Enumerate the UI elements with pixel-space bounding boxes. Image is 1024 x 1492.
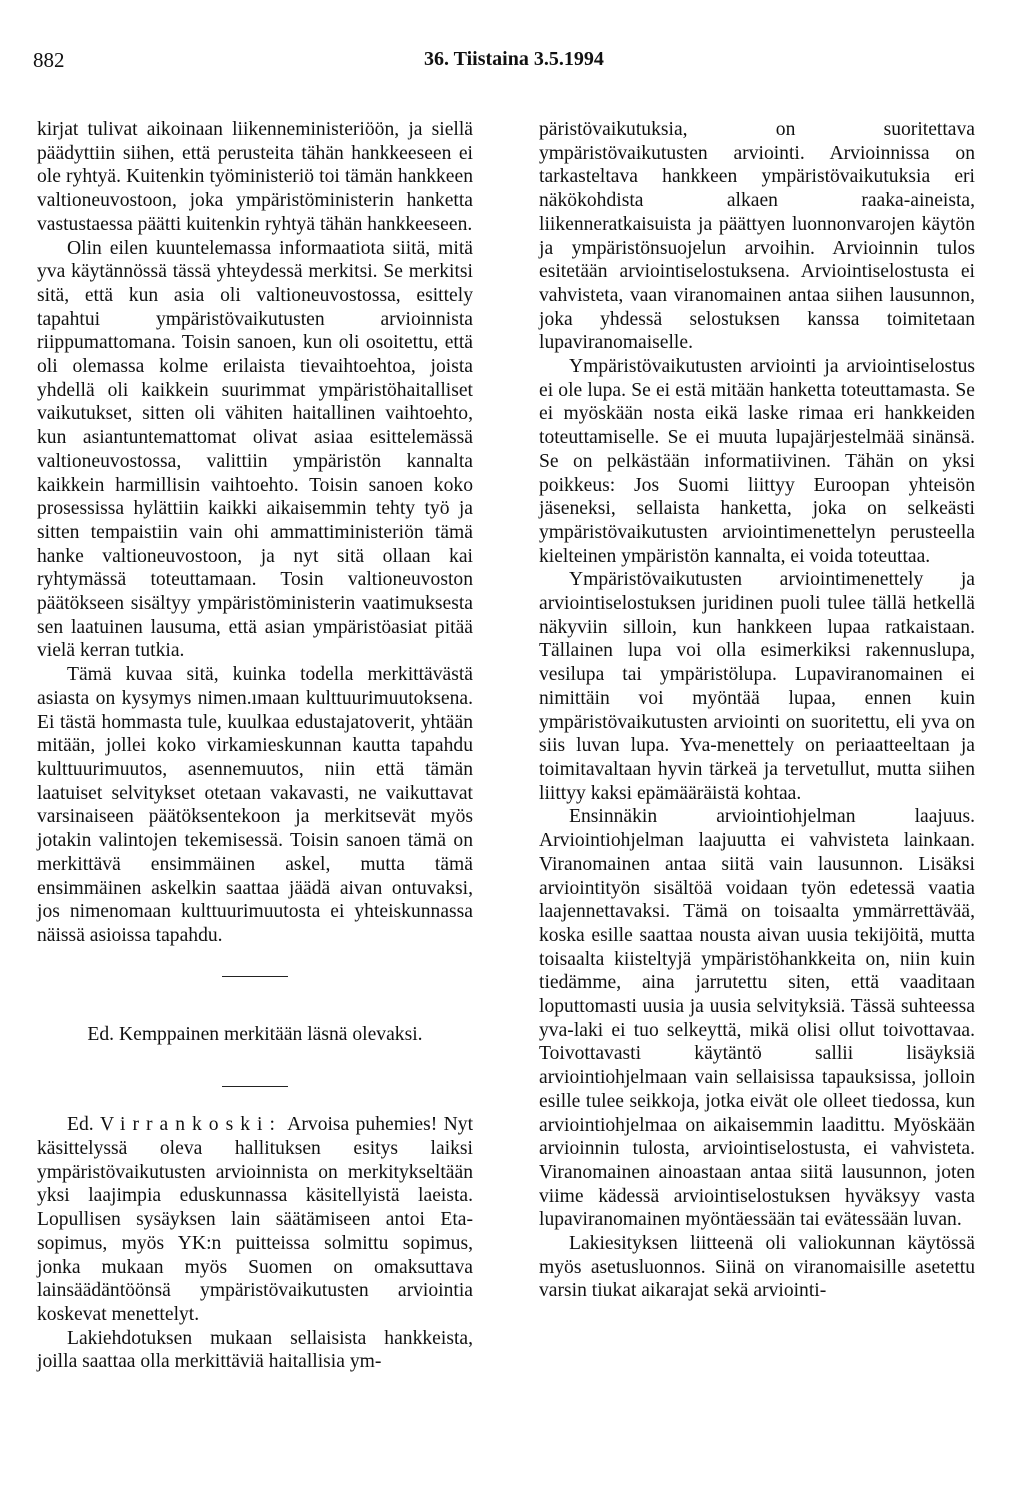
right-paragraph-1: päristövaikutuksia, on suoritettava ympäristövaikutusten arviointi. Arvioinnissa on tarkasteltava hankkeen ympäristövaikutuksia eri näkökohdista alkaen raaka-aineista, liikenneratkaisuista ja päättyen luonnonvarojen käytön ja ympäristönsuojelun arvoihin. Arvioinnin tulos esitetään arviointiselostuksena. Arviointiselostusta ei vahvisteta, vaan viranomainen antaa siihen lausunnon, joka yhdessä selostuksen kanssa toimitetaan lupaviranomaiselle. xyxy=(539,119,975,354)
page-number: 882 xyxy=(33,48,65,72)
right-column xyxy=(539,118,975,1303)
speech-opening-paragraph xyxy=(37,1113,473,1326)
right-paragraph-3: Ympäristövaikutusten arviointimenettely ja arviointiselostuksen juridinen puoli tulee tällä hetkellä näkyviin silloin, kun hankkeen lupaa ratkaistaan. Tällainen lupa voi olla esimerkiksi rakennuslupa, vesilupa tai ympäristölupa. Lupaviranomainen ei nimittäin voi myöntää lupaa, ennen kuin ympäristövaikutusten arviointi on suoritettu, eli yva on siis luvan lupa. Yva-menettely on periaatteeltaan ja toimitavaltaan hyvin tärkeä ja tervetullut, mutta siihen liittyy kaksi epämääräistä kohtaa. xyxy=(539,569,975,804)
announcement: Ed. Kemppainen merkitään läsnä olevaksi. xyxy=(87,1023,423,1045)
section-divider xyxy=(222,976,288,977)
left-paragraph-1: kirjat tulivat aikoinaan liikenneministeriöön, ja siellä päädyttiin siihen, että perusteita tähän hankkeeseen ei ole ryhtyä. Kuitenkin työministeriö toi tämän hankkeen valtioneuvostoon, joka ympäristöministerin hanketta vastustaessa päätti kuitenkin ryhtyä tähän hankkeeseen. xyxy=(37,119,473,235)
speech-text: Nyt käsittelyssä oleva hallituksen esitys laiksi ympäristövaikutusten arvioinnista on merkitykseltään yksi laajimpia eduskunnassa käsitellyistä laeista. Lopullisen sysäyksen lain säätämiseen antoi Eta-sopimus, myös YK:n puitteissa solmittu sopimus, jonka mukaan myös Suomen on omaksuttava lainsäädäntöönsä ympäristövaikutusten arviointia koskevat menettelyt. xyxy=(37,1114,474,1325)
left-paragraph-2: Olin eilen kuuntelemassa informaatiota siitä, mitä yva käytännössä tässä yhteydessä merkitsi. Se merkitsi sitä, että kun asia oli valtioneuvostossa, esittely tapahtui ympäristövaikutusten arvioinnista riippumattomana. Toisin sanoen, kun oli osoitettu, että oli olemassa kolme erilaista tievaihtoehtoa, joista yhdellä oli kaikkein suurimmat ympäristöhaitalliset vaikutukset, sitten oli vähiten haitallinen vaihtoehto, kun asiantuntemattomat olivat asiaa esittelemässä valtioneuvostossa, valittiin ympäristön kannalta kaikkein harmillisin vaihtoehto. Toisin sanoen koko prosessissa hylättiin kaikki aikaisemmin tehty työ ja sitten tempaistiin vain ohi ammattiministeriön tämä hanke valtioneuvostoon, ja nyt sitä ollaan kai ryhtymässä toteuttamaan. Tosin valtioneuvoston päätökseen sisältyy ympäristöministerin vaatimuksesta sen laatuinen lausuma, että asian ympäristöasiat pitää vielä kerran tutkia. xyxy=(37,237,473,662)
right-paragraph-2: Ympäristövaikutusten arviointi ja arviointiselostus ei ole lupa. Se ei estä mitään hanketta toteuttamasta. Se ei myöskään nosta eikä laske rimaa eri hankkeiden toteuttamiselle. Se ei muuta lupajärjestelmää sinänsä. Se on pelkästään informatiivinen. Tähän on yksi poikkeus: Jos Suomi liittyy Euroopan yhteisön jäseneksi, sellaista hanketta, joka on selkeästi ympäristövaikutusten arviointimenettelyn perusteella kielteinen ympäristön kannalta, ei voida toteuttaa. xyxy=(539,356,975,567)
speaker-name: Virrankoski: xyxy=(100,1114,282,1136)
right-paragraph-5: Lakiesityksen liitteenä oli valiokunnan käytössä myös asetusluonnos. Siinä on viranomaisille asetettu varsin tiukat aikarajat sekä arviointi- xyxy=(539,1233,975,1302)
left-column xyxy=(37,118,473,1374)
speaker-prefix: Ed. xyxy=(67,1114,94,1136)
left-paragraph-3: Tämä kuvaa sitä, kuinka todella merkittävästä asiasta on kysymys nimen.ımaan kulttuurimuutoksena. Ei tästä hommasta tule, kuulkaa edustajatoverit, yhtään mitään, jollei koko virkamieskunnan kautta tapahdu kulttuurimuutos, asennemuutos, niin että tämän laatuiset selvitykset otetaan vakavasti, ne vaikuttavat varsinaiseen päätöksentekoon ja merkitsevät myös jotakin valintojen tekemisessä. Toisin sanoen tämä on merkittävä ensimmäinen askel, mutta tämä ensimmäinen askelkin saattaa jäädä aivan ontuvaksi, jos nimenomaan kulttuurimuutosta ei yhteiskunnassa näissä asioissa tapahdu. xyxy=(37,664,473,946)
speech-opening: Arvoisa puhemies! xyxy=(287,1114,438,1136)
running-head: 36. Tiistaina 3.5.1994 xyxy=(424,48,604,70)
section-divider xyxy=(222,1086,288,1087)
right-paragraph-4: Ensinnäkin arviointiohjelman laajuus. Arviointiohjelman laajuutta ei vahvisteta lainkaan. Viranomainen antaa siitä vain lausunnon. Lisäksi arviointityön sisältöä voidaan työn edetessä vaatia laajennettavaksi. Tämä on toisaalta ymmärrettävää, koska esille saattaa nousta aivan uusia tekijöitä, mutta toisaalta kiisteltyjä ympäristöhankkeita on, niin kuin tiedämme, aina jarrutettu siten, että vaaditaan loputtomasti uusia ja uusia selvityksiä. Tässä suhteessa yva-laki ei tuo selkeyttä, mikä olisi ollut toivottavaa. Toivottavasti käytäntö sallii lisäyksiä arviointiohjelmaan vain sellaisissa tapauksissa, jolloin esille tulee seikkoja, jotka eivät ole olleet tiedossa, kun arviointiohjelmaa on aikaisemmin laadittu. Myöskään arvioinnin tulosta, arviointiselostusta, ei vahvisteta. Viranomainen ainoastaan antaa siitä lausunnon, joten viime kädessä arviointiselostuksen hyväksyy vasta lupaviranomainen myöntäessään tai evätessään luvan. xyxy=(539,806,975,1231)
left-paragraph-5: Lakiehdotuksen mukaan sellaisista hankkeista, joilla saattaa olla merkittäviä haitallisia ym- xyxy=(37,1327,473,1373)
